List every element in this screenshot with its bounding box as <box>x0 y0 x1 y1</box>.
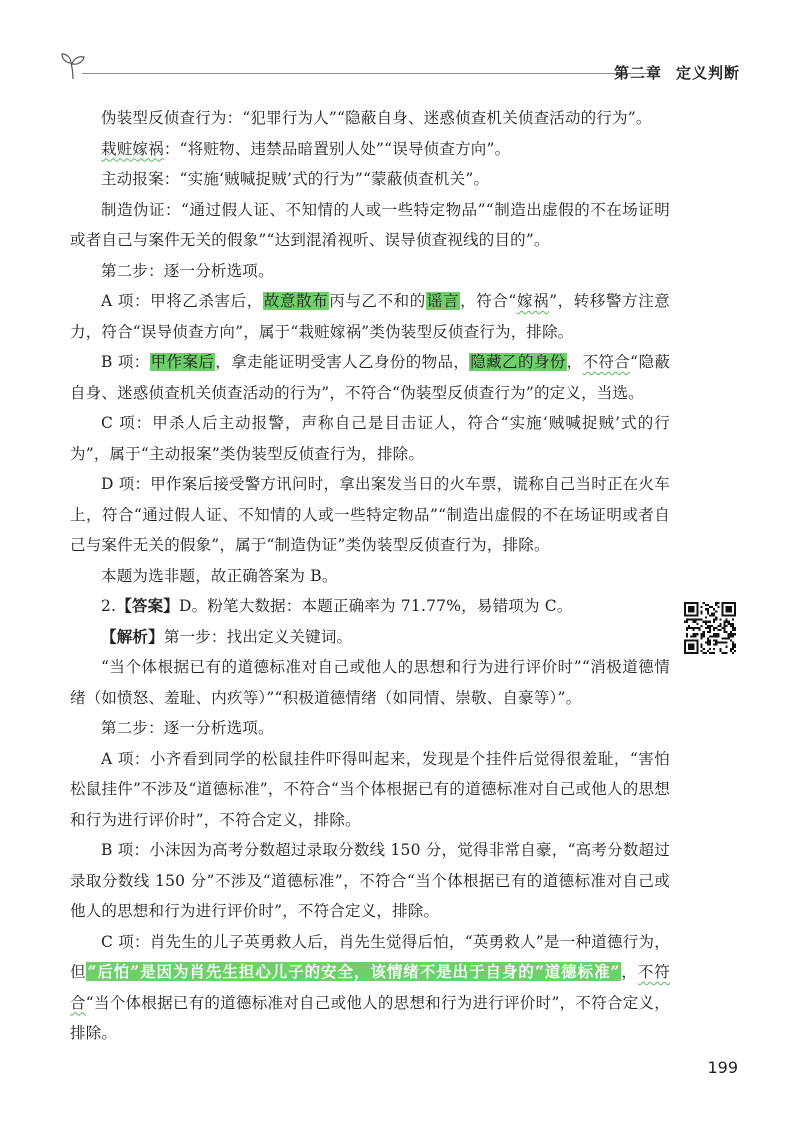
highlighted-text: 故意散布 <box>263 292 329 310</box>
body-paragraph <box>70 134 670 165</box>
text-run: 主动报案：“实施‘贼喊捉贼’式的行为”“蒙蔽侦查机关”。 <box>101 170 490 188</box>
highlighted-text: 隐藏乙的身份 <box>470 353 566 371</box>
section-title: 定义判断 <box>675 64 740 82</box>
text-run: ， <box>566 353 583 371</box>
body-paragraph <box>70 835 670 927</box>
text-run: C 项：肖先生的儿子英勇救人后，肖先生觉得后怕，“英勇救人”是一种道德行为，但 <box>70 932 670 981</box>
body-paragraph <box>70 652 670 713</box>
page-body <box>70 103 670 1049</box>
text-run: 2. <box>101 597 117 615</box>
sprout-icon <box>60 50 86 80</box>
text-run: ”，转移警方注意力，符合“误导侦查方向”，属于“栽赃嫁祸”类伪装型反侦查行为，排除。 <box>70 292 670 341</box>
text-run: 第一步：找出定义关键词。 <box>163 627 353 646</box>
body-paragraph <box>70 561 670 592</box>
page-number: 199 <box>707 1058 738 1077</box>
header-rule <box>82 73 660 74</box>
text-run: 第二步：逐一分析选项。 <box>101 719 274 737</box>
qr-code[interactable] <box>684 602 736 654</box>
text-run: 本题为选非题，故正确答案为 B。 <box>101 566 338 585</box>
body-paragraph <box>70 622 670 653</box>
wavy-underlined-text: 栽赃嫁祸 <box>101 139 164 158</box>
body-paragraph <box>70 164 670 195</box>
text-run: D 项：甲作案后接受警方讯问时，拿出案发当日的火车票，谎称自己当时正在火车上，符合“通过假人证、不知情的人或一些特定物品”“制造出虚假的不在场证明或者自己与案件无关的假象”，属于“制造伪证”类伪装型反侦查行为，排除。 <box>70 475 670 554</box>
highlighted-text: 甲作案后 <box>150 353 215 371</box>
highlighted-text: 谣言 <box>426 292 460 310</box>
page-header <box>60 46 740 86</box>
text-run: 第二步：逐一分析选项。 <box>101 261 274 280</box>
wavy-underlined-text: 嫁祸 <box>516 292 550 310</box>
body-paragraph <box>70 408 670 469</box>
bracket-label: 【答案】 <box>116 597 180 615</box>
bracket-label: 【解析】 <box>101 627 164 646</box>
text-run: ，拿走能证明受害人乙身份的物品， <box>215 353 470 371</box>
text-run: B 项： <box>101 353 150 371</box>
text-run: “隐蔽自身、迷惑侦查机关侦查活动的行为”，不符合“伪装型反侦查行为”的定义，当选。 <box>70 353 671 402</box>
text-run: D。粉笔大数据：本题正确率为 71.77%，易错项为 C。 <box>179 597 573 615</box>
text-run: 伪装型反侦查行为：“犯罪行为人”“隐蔽自身、迷惑侦查机关侦查活动的行为”。 <box>101 109 652 127</box>
body-paragraph <box>70 469 670 561</box>
body-paragraph <box>70 103 670 134</box>
text-run: ：“将赃物、违禁品暗置别人处”“误导侦查方向”。 <box>163 139 511 158</box>
body-paragraph <box>70 713 670 744</box>
body-paragraph <box>70 195 670 256</box>
body-paragraph <box>70 591 670 622</box>
text-run: A 项：小齐看到同学的松鼠挂件吓得叫起来，发现是个挂件后觉得很羞耻，“害怕松鼠挂件”不涉及“道德标准”，不符合“当个体根据已有的道德标准对自己或他人的思想和行为进行评价时”，不符合定义，排除。 <box>70 749 670 829</box>
chapter-title <box>614 62 740 83</box>
text-run: ， <box>620 963 638 981</box>
text-run: 制造伪证：“通过假人证、不知情的人或一些特定物品”“制造出虚假的不在场证明或者自己与案件无关的假象”“达到混淆视听、误导侦查视线的目的”。 <box>70 200 670 249</box>
wavy-underlined-text: 不符合 <box>582 353 631 371</box>
text-run: 丙与乙不和的 <box>329 292 426 310</box>
text-run: ，符合“ <box>460 292 517 310</box>
text-run: “当个体根据已有的道德标准对自己或他人的思想和行为进行评价时”“消极道德情绪（如愤怒、羞耻、内疚等）”“积极道德情绪（如同情、崇敬、自豪等）”。 <box>70 658 670 707</box>
text-run: B 项：小沫因为高考分数超过录取分数线 150 分，觉得非常自豪，“高考分数超过录取分数线 150 分”不涉及“道德标准”，不符合“当个体根据已有的道德标准对自己或他人的思想和行为进行评价时”，不符合定义，排除。 <box>70 841 670 920</box>
text-run: C 项：甲杀人后主动报警，声称自己是目击证人，符合“实施‘贼喊捉贼’式的行为”，属于“主动报案”类伪装型反侦查行为，排除。 <box>70 414 670 463</box>
body-paragraph <box>70 286 670 347</box>
body-paragraph <box>70 256 670 287</box>
text-run: “当个体根据已有的道德标准对自己或他人的思想和行为进行评价时”，不符合定义，排除。 <box>70 993 671 1042</box>
body-paragraph <box>70 744 670 836</box>
highlighted-text-strong: “后怕”是因为肖先生担心儿子的安全，该情绪不是出于自身的“道德标准” <box>87 962 620 981</box>
text-run: A 项：甲将乙杀害后， <box>101 292 263 310</box>
chapter-number: 第二章 <box>613 64 662 82</box>
body-paragraph <box>70 927 670 1049</box>
body-paragraph <box>70 347 670 408</box>
wavy-underlined-text: 不符合 <box>70 963 670 1012</box>
